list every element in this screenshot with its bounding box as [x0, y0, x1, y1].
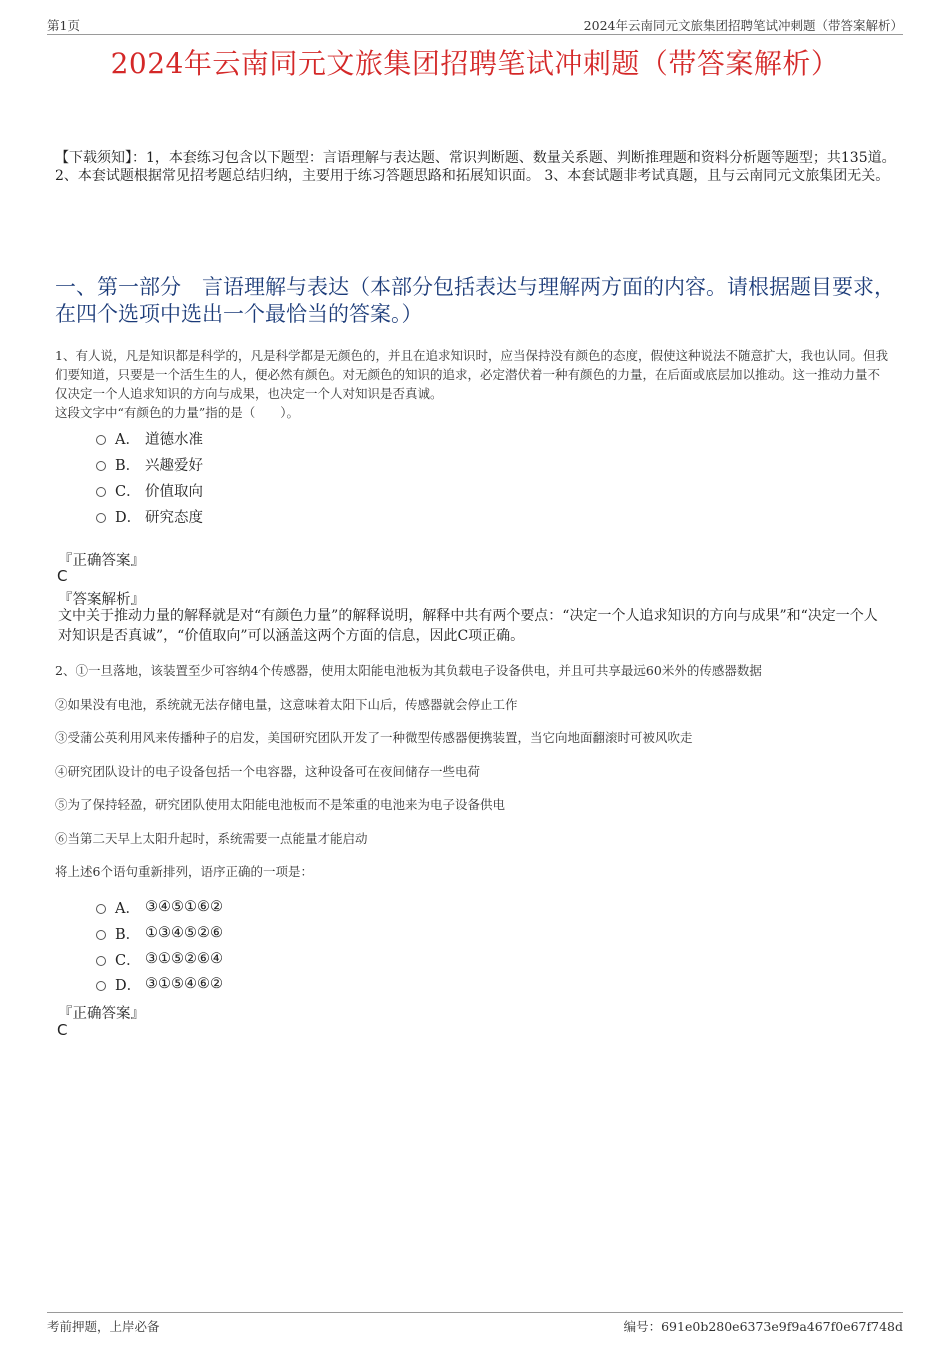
option-text: ③④⑤①⑥② [145, 899, 223, 915]
question-1-stem: 1、有人说，凡是知识都是科学的，凡是科学都是无颜色的，并且在追求知识时，应当保持没有颜色的态度，假使这种说法不随意扩大，我也认同。但我们要知道，只要是一个活生生的人，便必然有颜色。对无颜色的知识的追求，必定潜伏着一种有颜色的力量，在后面或底层加以推动。这一推动力量不仅决定一个人追求知识的方向与成果，也决定一个人对知识是否真诚。 [55, 348, 888, 401]
option-text: ③①⑤②⑥④ [145, 951, 223, 967]
question-1-prompt: 这段文字中“有颜色的力量”指的是（ ）。 [55, 405, 300, 420]
radio-icon[interactable] [96, 930, 106, 940]
option-key: C． [115, 483, 141, 500]
page-title: 2024年云南同元文旅集团招聘笔试冲刺题（带答案解析） [110, 47, 840, 80]
q2-line-3: ③受蒲公英利用风来传播种子的启发，美国研究团队开发了一种微型传感器便携装置，当它向地面翻滚时可被风吹走 [55, 730, 693, 745]
q2-line-5: ⑤为了保持轻盈，研究团队使用太阳能电池板而不是笨重的电池来为电子设备供电 [55, 797, 506, 812]
q2-line-2: ②如果没有电池，系统就无法存储电量，这意味着太阳下山后，传感器就会停止工作 [55, 697, 518, 712]
page-header [47, 14, 903, 35]
option-key: A． [115, 431, 140, 448]
q2-answer: C [57, 1021, 68, 1039]
q2-option-c[interactable] [96, 948, 223, 970]
page-number: 第1页 [47, 18, 80, 33]
radio-icon[interactable] [96, 461, 106, 471]
option-key: B． [115, 457, 141, 474]
radio-icon[interactable] [96, 513, 106, 523]
option-key: C． [115, 952, 141, 969]
header-doc-title: 2024年云南同元文旅集团招聘笔试冲刺题（带答案解析） [583, 18, 903, 33]
document-id: 编号：691e0b280e6373e9f9a467f0e67f748d [623, 1319, 903, 1334]
q1-option-b[interactable] [96, 453, 203, 475]
question-1 [55, 346, 892, 422]
option-key: A． [115, 900, 140, 917]
q2-option-a[interactable] [96, 896, 223, 918]
q2-option-b[interactable] [96, 922, 223, 944]
radio-icon[interactable] [96, 981, 106, 991]
option-text: 研究态度 [145, 509, 203, 526]
q2-line-4: ④研究团队设计的电子设备包括一个电容器，这种设备可在夜间储存一些电荷 [55, 764, 481, 779]
option-text: ③①⑤④⑥② [145, 976, 223, 992]
radio-icon[interactable] [96, 487, 106, 497]
section-heading: 一、第一部分 言语理解与表达（本部分包括表达与理解两方面的内容。请根据题目要求，在四个选项中选出一个最恰当的答案。） [55, 275, 895, 326]
q1-option-d[interactable] [96, 505, 203, 527]
q1-option-a[interactable] [96, 427, 203, 449]
q2-line-6: ⑥当第二天早上太阳升起时，系统需要一点能量才能启动 [55, 831, 368, 846]
page-footer [47, 1312, 903, 1333]
q2-prompt: 将上述6个语句重新排列，语序正确的一项是： [55, 864, 313, 879]
option-key: D． [115, 509, 142, 526]
footer-slogan: 考前押题，上岸必备 [47, 1319, 160, 1334]
option-text: ①③④⑤②⑥ [145, 925, 223, 941]
q2-answer-label: 『正确答案』 [58, 1006, 145, 1022]
q2-line-1: 2、①一旦落地，该装置至少可容纳4个传感器，使用太阳能电池板为其负载电子设备供电，并且可共享最远60米外的传感器数据 [55, 663, 762, 678]
q2-option-d[interactable] [96, 973, 223, 995]
option-text: 道德水准 [145, 431, 203, 448]
q1-answer: C [57, 567, 68, 585]
option-key: B． [115, 926, 141, 943]
download-notice: 【下载须知】：1，本套练习包含以下题型：言语理解与表达题、常识判断题、数量关系题、判断推理题和资料分析题等题型；共135道。 2、本套试题根据常见招考题总结归纳，主要用于练习答题思路和拓展知识面。 3、本套试题非考试真题，且与云南同元文旅集团无关。 [55, 150, 896, 184]
radio-icon[interactable] [96, 956, 106, 966]
q1-analysis: 文中关于推动力量的解释就是对“有颜色力量”的解释说明，解释中共有两个要点：“决定一个人追求知识的方向与成果”和“决定一个人对知识是否真诚”，“价值取向”可以涵盖这两个方面的信息，因此C项正确。 [58, 608, 878, 644]
q1-answer-label: 『正确答案』 [58, 553, 145, 569]
radio-icon[interactable] [96, 904, 106, 914]
option-text: 价值取向 [145, 483, 203, 500]
option-text: 兴趣爱好 [145, 457, 203, 474]
q1-option-c[interactable] [96, 479, 203, 501]
q1-analysis-label: 『答案解析』 [58, 592, 145, 608]
radio-icon[interactable] [96, 435, 106, 445]
option-key: D． [115, 977, 142, 994]
